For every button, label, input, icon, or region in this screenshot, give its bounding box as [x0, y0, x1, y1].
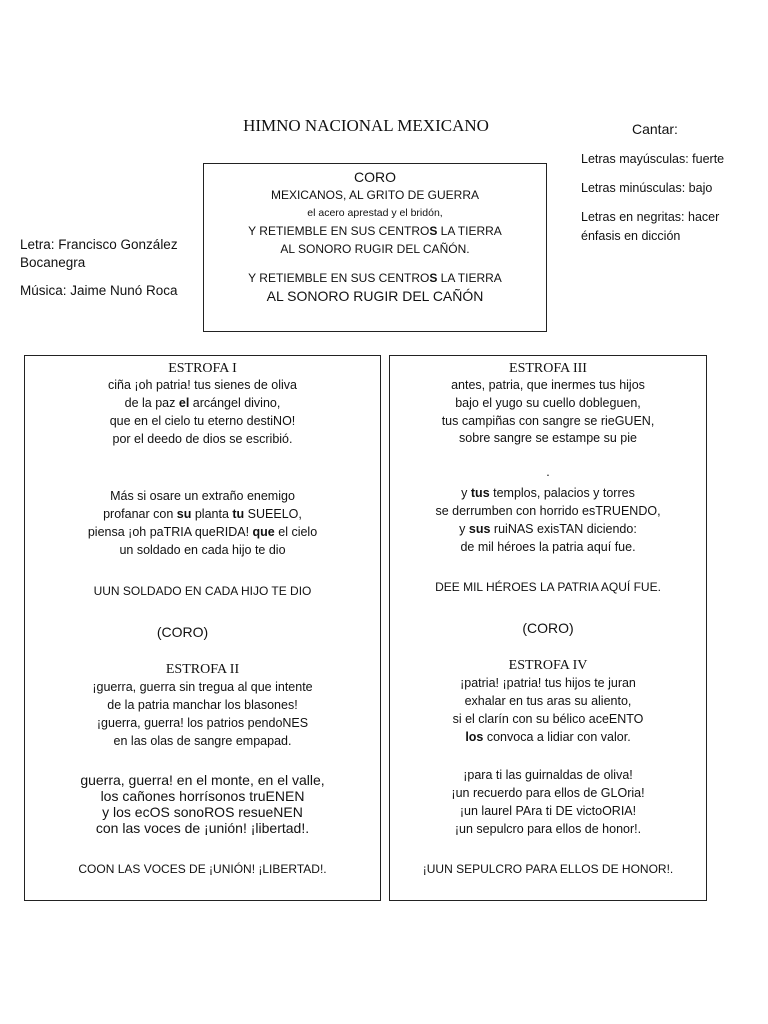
legend-lowercase: Letras minúsculas: bajo — [581, 181, 713, 195]
estrofa2-line: guerra, guerra! en el monte, en el valle, — [80, 772, 325, 788]
estrofa2-line: ¡guerra, guerra sin tregua al que intente — [92, 680, 313, 694]
coro-line: AL SONORO RUGIR DEL CAÑÓN — [266, 288, 484, 304]
estrofa3-line: tus campiñas con sangre se rieGUEN, — [441, 414, 655, 428]
estrofa2-line: los cañones horrísonos truENEN — [100, 788, 305, 804]
estrofa2-line: de la patria manchar los blasones! — [107, 698, 298, 712]
coro-reference: (CORO) — [522, 620, 574, 636]
estrofa1-line: profanar con su planta tu SUEELO, — [103, 507, 302, 521]
coro-line: Y RETIEMBLE EN SUS CENTROS LA TIERRA — [248, 271, 502, 285]
legend-bold-line2: énfasis en dicción — [581, 229, 681, 243]
estrofa4-line: ¡un recuerdo para ellos de GLOria! — [451, 786, 645, 800]
estrofa1-line: UUN SOLDADO EN CADA HIJO TE DIO — [93, 584, 312, 598]
coro-line: el acero aprestad y el bridón, — [307, 207, 443, 219]
cantar-heading: Cantar: — [632, 121, 678, 137]
estrofa1-line: un soldado en cada hijo te dio — [119, 543, 286, 557]
left-estrofa-box — [24, 355, 381, 901]
estrofa3-line: y sus ruiNAS exisTAN diciendo: — [459, 522, 637, 536]
estrofa3-line: sobre sangre se estampe su pie — [459, 431, 637, 445]
letra-credit-line2: Bocanegra — [20, 255, 86, 270]
estrofa2-heading: ESTROFA II — [165, 662, 240, 677]
estrofa2-line: COON LAS VOCES DE ¡UNIÓN! ¡LIBERTAD!. — [78, 862, 327, 876]
estrofa3-line: de mil héroes la patria aquí fue. — [460, 540, 636, 554]
estrofa1-line: que en el cielo tu eterno destiNO! — [109, 414, 296, 428]
estrofa4-heading: ESTROFA IV — [508, 658, 588, 673]
coro-box — [203, 163, 547, 332]
estrofa4-line: ¡un laurel PAra ti DE victoORIA! — [459, 804, 637, 818]
estrofa4-line: ¡un sepulcro para ellos de honor!. — [454, 822, 642, 836]
estrofa1-line: Más si osare un extraño enemigo — [110, 489, 295, 503]
estrofa4-line: exhalar en tus aras su aliento, — [464, 694, 632, 708]
legend-bold-line1: Letras en negritas: hacer — [581, 210, 720, 224]
estrofa4-line: ¡patria! ¡patria! tus hijos te juran — [460, 676, 636, 690]
estrofa3-line: se derrumben con horrido esTRUENDO, — [435, 504, 661, 518]
estrofa3-line: DEE MIL HÉROES LA PATRIA AQUÍ FUE. — [435, 580, 661, 594]
musica-credit: Música: Jaime Nunó Roca — [20, 283, 178, 298]
estrofa1-line: ciña ¡oh patria! tus sienes de oliva — [108, 378, 297, 392]
coro-reference: (CORO) — [156, 624, 209, 640]
legend-uppercase: Letras mayúsculas: fuerte — [581, 152, 725, 166]
estrofa2-line: con las voces de ¡unión! ¡libertad!. — [95, 820, 310, 836]
estrofa4-line: si el clarín con su bélico aceENTO — [452, 712, 644, 726]
estrofa3-line: bajo el yugo su cuello dobleguen, — [455, 396, 641, 410]
estrofa3-line: antes, patria, que inermes tus hijos — [451, 378, 645, 392]
letra-credit-line1: Letra: Francisco González — [20, 237, 178, 252]
estrofa2-line: en las olas de sangre empapad. — [113, 734, 292, 748]
estrofa1-heading: ESTROFA I — [168, 361, 237, 376]
coro-line: Y RETIEMBLE EN SUS CENTROS LA TIERRA — [248, 224, 502, 238]
page-title: HIMNO NACIONAL MEXICANO — [243, 116, 489, 135]
coro-line: MEXICANOS, AL GRITO DE GUERRA — [270, 188, 480, 202]
estrofa2-line: ¡guerra, guerra! los patrios pendoNES — [96, 716, 309, 730]
estrofa4-line: ¡para ti las guirnaldas de oliva! — [463, 768, 633, 782]
estrofa4-line: ¡UUN SEPULCRO PARA ELLOS DE HONOR!. — [422, 862, 674, 876]
right-estrofa-box — [389, 355, 707, 901]
coro-heading: CORO — [354, 169, 396, 185]
estrofa1-line: de la paz el arcángel divino, — [124, 396, 281, 410]
estrofa2-line: y los ecOS sonoROS resueNEN — [102, 804, 303, 820]
estrofa3-line: y tus templos, palacios y torres — [461, 486, 635, 500]
estrofa1-line: piensa ¡oh paTRIA queRIDA! que el cielo — [87, 525, 318, 539]
estrofa3-dot: . — [546, 465, 550, 479]
estrofa1-line: por el deedo de dios se escribió. — [112, 432, 293, 446]
estrofa4-line: los convoca a lidiar con valor. — [465, 730, 631, 744]
coro-line: AL SONORO RUGIR DEL CAÑÓN. — [280, 242, 470, 256]
estrofa3-heading: ESTROFA III — [509, 361, 587, 376]
